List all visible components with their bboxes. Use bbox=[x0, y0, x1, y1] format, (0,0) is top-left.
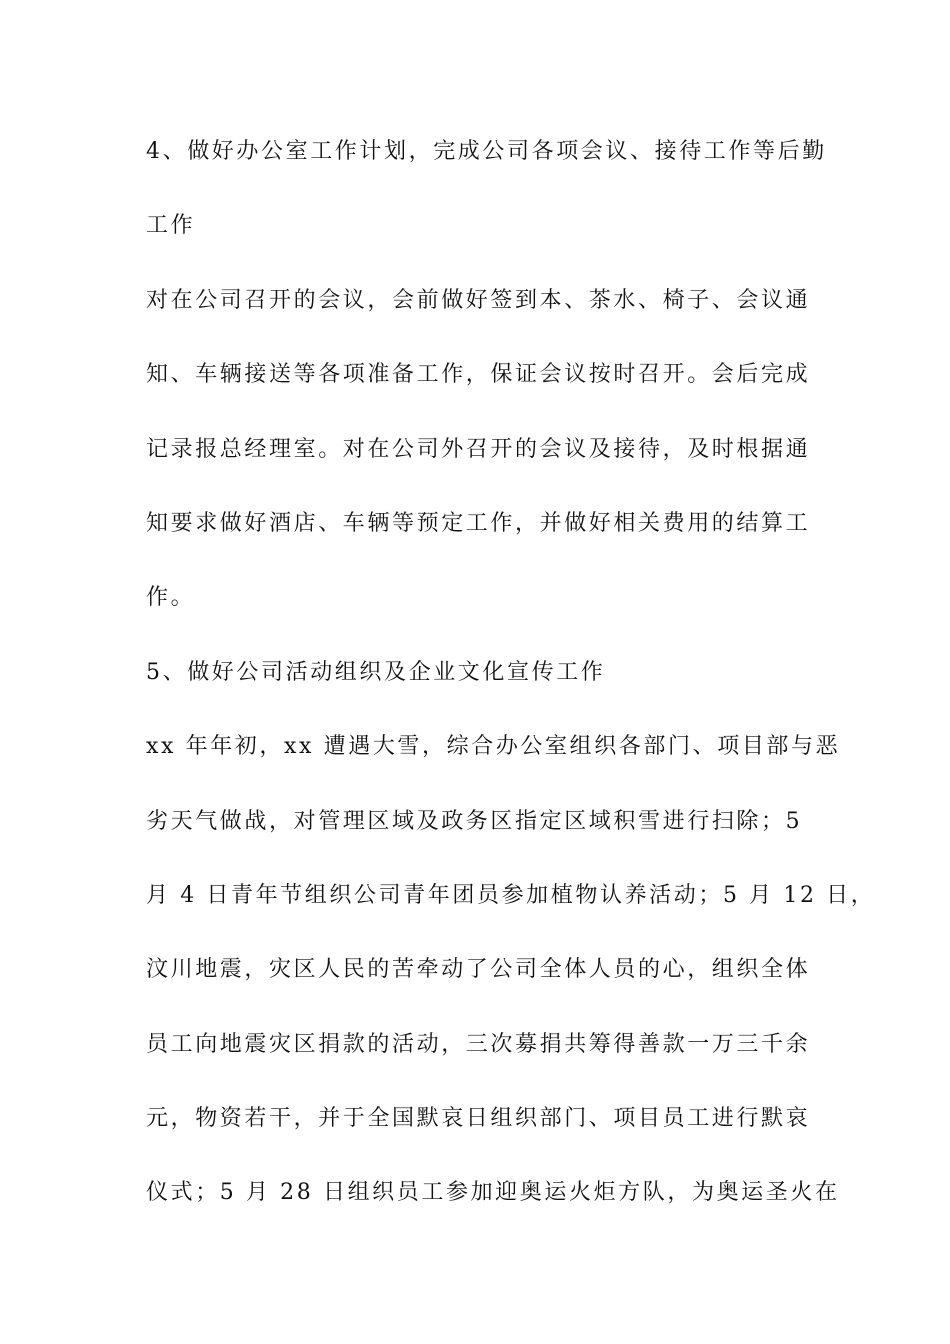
paragraph-line: 元，物资若干，并于全国默哀日组织部门、项目员工进行默哀 bbox=[146, 1106, 811, 1132]
heading-item-4-continued: 工作 bbox=[146, 213, 196, 239]
paragraph-line: 记录报总经理室。对在公司外召开的会议及接待，及时根据通 bbox=[146, 436, 811, 462]
paragraph-line: 仪式；5 月 28 日组织员工参加迎奥运火炬方队，为奥运圣火在 bbox=[146, 1180, 840, 1206]
paragraph-line: 劣天气做战，对管理区域及政务区指定区域积雪进行扫除；5 bbox=[146, 808, 803, 834]
paragraph-line: 员工向地震灾区捐款的活动，三次募捐共筹得善款一万三千余 bbox=[146, 1031, 811, 1057]
paragraph-line: 作。 bbox=[146, 585, 196, 611]
paragraph-line: 知、车辆接送等各项准备工作，保证会议按时召开。会后完成 bbox=[146, 362, 811, 388]
paragraph-line: 对在公司召开的会议，会前做好签到本、茶水、椅子、会议通 bbox=[146, 287, 811, 313]
document-body bbox=[146, 133, 876, 1249]
heading-item-5: 5、做好公司活动组织及企业文化宣传工作 bbox=[146, 659, 606, 685]
heading-item-4: 4、做好办公室工作计划，完成公司各项会议、接待工作等后勤 bbox=[146, 139, 827, 164]
paragraph-line: 知要求做好酒店、车辆等预定工作，并做好相关费用的结算工 bbox=[146, 510, 811, 536]
paragraph-line: xx 年年初，xx 遭遇大雪，综合办公室组织各部门、项目部与恶 bbox=[146, 734, 841, 760]
paragraph-line: 月 4 日青年节组织公司青年团员参加植物认养活动；5 月 12 日， bbox=[146, 882, 876, 908]
paragraph-line: 汶川地震，灾区人民的苦牵动了公司全体人员的心，组织全体 bbox=[146, 957, 811, 983]
